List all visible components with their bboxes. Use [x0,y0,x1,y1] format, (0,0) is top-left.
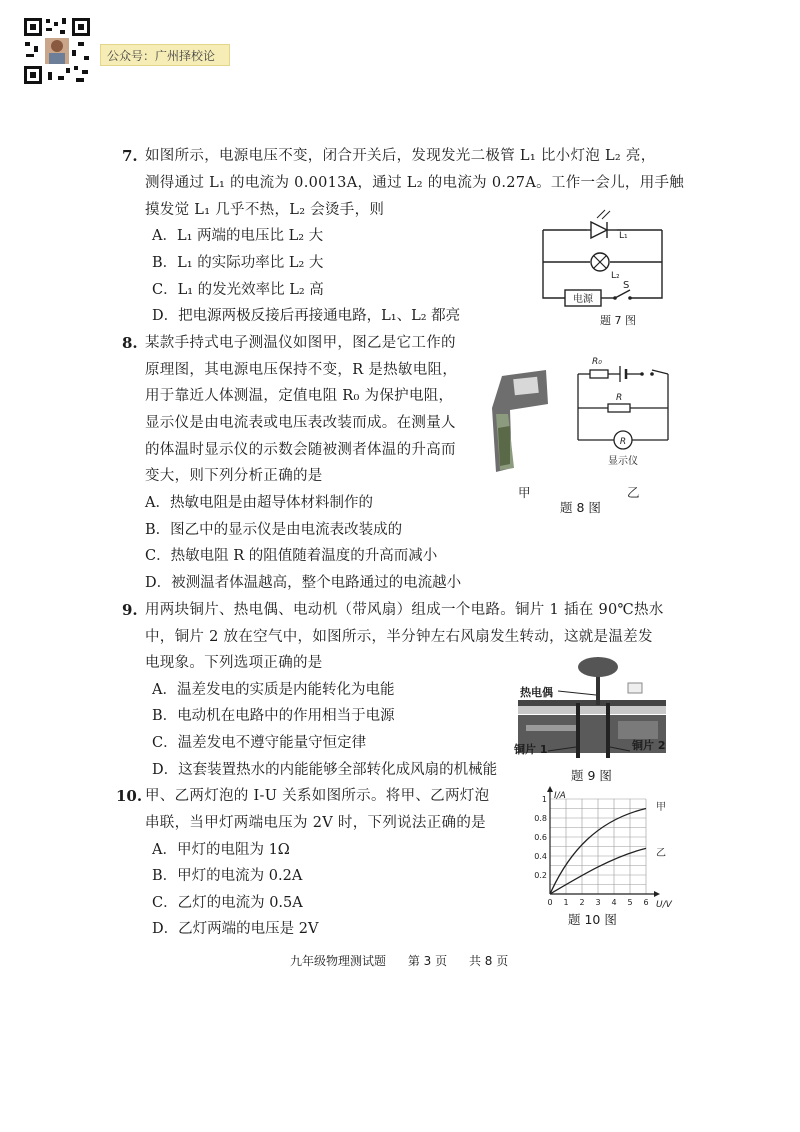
q9-stem-line-1: 用两块铜片、热电偶、电动机（带风扇）组成一个电路。铜片 1 插在 90℃热水 [145,602,664,618]
q7-number: 7. [122,147,138,165]
footer-subject: 九年级物理测试题 [290,954,387,968]
q7-stem-line-2: 测得通过 L₁ 的电流为 0.0013A，通过 L₂ 的电流为 0.27A。工作一会儿，用手触 [145,175,685,191]
q8-stem-line-5: 的体温时显示仪的示数会随被测者体温的升高而 [145,442,456,458]
q8-label-yi: 乙 [627,485,640,500]
thermometer-photo [488,368,558,476]
q8-stem-line-4: 显示仪是由电流表或电压表改装而成。在测量人 [145,415,456,431]
q10-iu-graph [526,786,676,910]
y-tick-label: 0.6 [534,833,547,842]
q7-label-power: 电源 [573,294,593,305]
x-axis-label: U/V [656,900,672,910]
q9-number: 9. [122,601,138,619]
q8-label-meter: R [619,437,627,447]
series-yi-label: 乙 [656,848,666,859]
q8-circuit-diagram [568,352,680,474]
q8-option-a[interactable]: A．热敏电阻是由超导体材料制作的 [145,495,373,511]
footer-page: 第 3 页 [407,954,448,968]
x-tick-label: 4 [611,898,617,907]
q8-option-b[interactable]: B．图乙中的显示仪是由电流表改装成的 [145,522,403,538]
q10-figure-caption: 题 10 图 [568,912,617,927]
q9-label-copper2: 铜片 2 [632,739,666,752]
x-tick-label: 3 [595,898,601,907]
lamp-symbol [591,253,609,271]
y-tick-label: 0.8 [534,814,547,823]
q8-figure-caption: 题 8 图 [560,500,601,515]
q10-stem-line-1: 甲、乙两灯泡的 I-U 关系如图所示。将甲、乙两灯泡 [145,788,490,804]
y-axis-label: I/A [554,791,566,801]
q9-option-c[interactable]: C．温差发电不遵守能量守恒定律 [152,735,367,751]
q10-number: 10. [116,787,143,805]
y-tick-label: 1 [541,795,547,804]
q7-option-a[interactable]: A．L₁ 两端的电压比 L₂ 大 [152,228,324,244]
q8-stem-line-2: 原理图，其电源电压保持不变，R 是热敏电阻， [145,362,458,378]
q10-option-d[interactable]: D．乙灯两端的电压是 2V [152,921,319,937]
q9-label-thermocouple: 热电偶 [520,686,553,699]
q7-circuit-diagram [535,200,670,330]
q7-stem-line-3: 摸发觉 L₁ 几乎不热，L₂ 会烫手，则 [145,202,385,218]
q8-stem-line-3: 用于靠近人体测温，定值电阻 R₀ 为保护电阻， [145,388,454,404]
q7-option-b[interactable]: B．L₁ 的实际功率比 L₂ 大 [152,255,324,271]
x-tick-label: 6 [643,898,649,907]
q8-label-jia: 甲 [518,485,531,500]
q8-stem-line-6: 变大，则下列分析正确的是 [145,468,323,484]
page-footer [290,952,526,969]
qr-code-image [22,16,92,86]
switch-symbol [615,290,630,298]
y-tick-label: 0.4 [534,852,547,861]
x-tick-label: 5 [627,898,633,907]
q7-label-switch: S [623,280,630,291]
x-tick-label: 0 [547,898,553,907]
q7-label-l2: L₂ [611,271,620,281]
q7-option-d[interactable]: D．把电源两极反接后再接通电路，L₁、L₂ 都亮 [152,308,461,324]
series-jia-label: 甲 [656,802,666,813]
q8-stem-line-1: 某款手持式电子测温仪如图甲，图乙是它工作的 [145,335,456,351]
wechat-account-label: 公众号：广州择校论 [100,44,230,66]
led-symbol [587,210,617,240]
q9-option-d[interactable]: D．这套装置热水的内能能够全部转化成风扇的机械能 [152,762,498,778]
footer-total: 共 8 页 [468,954,509,968]
q10-stem-line-2: 串联，当甲灯两端电压为 2V 时，下列说法正确的是 [145,815,486,831]
q9-option-a[interactable]: A．温差发电的实质是内能转化为电能 [152,682,395,698]
q9-label-copper1: 铜片 1 [514,743,548,756]
x-tick-label: 2 [579,898,585,907]
q7-figure-caption: 题 7 图 [600,314,636,327]
q9-figure-caption: 题 9 图 [571,768,612,783]
q8-label-r0: R₀ [592,357,602,367]
q8-label-r: R [616,393,623,403]
q9-option-b[interactable]: B．电动机在电路中的作用相当于电源 [152,708,395,724]
q7-stem-line-1: 如图所示，电源电压不变，闭合开关后，发现发光二极管 L₁ 比小灯泡 L₂ 亮， [145,148,656,164]
q10-option-a[interactable]: A．甲灯的电阻为 1Ω [152,842,290,858]
q8-option-d[interactable]: D．被测温者体温越高，整个电路通过的电流越小 [145,575,462,591]
q8-number: 8. [122,334,138,352]
q10-option-c[interactable]: C．乙灯的电流为 0.5A [152,895,303,911]
x-tick-label: 1 [563,898,569,907]
q8-label-display: 显示仪 [608,456,638,467]
q7-label-l1: L₁ [619,231,628,241]
q9-stem-line-3: 电现象。下列选项正确的是 [145,655,323,671]
q7-option-c[interactable]: C．L₁ 的发光效率比 L₂ 高 [152,282,324,298]
q10-option-b[interactable]: B．甲灯的电流为 0.2A [152,868,303,884]
y-tick-label: 0.2 [534,871,547,880]
q9-stem-line-2: 中，铜片 2 放在空气中，如图所示，半分钟左右风扇发生转动，这就是温差发 [145,629,653,645]
q8-option-c[interactable]: C．热敏电阻 R 的阻值随着温度的升高而减小 [145,548,438,564]
